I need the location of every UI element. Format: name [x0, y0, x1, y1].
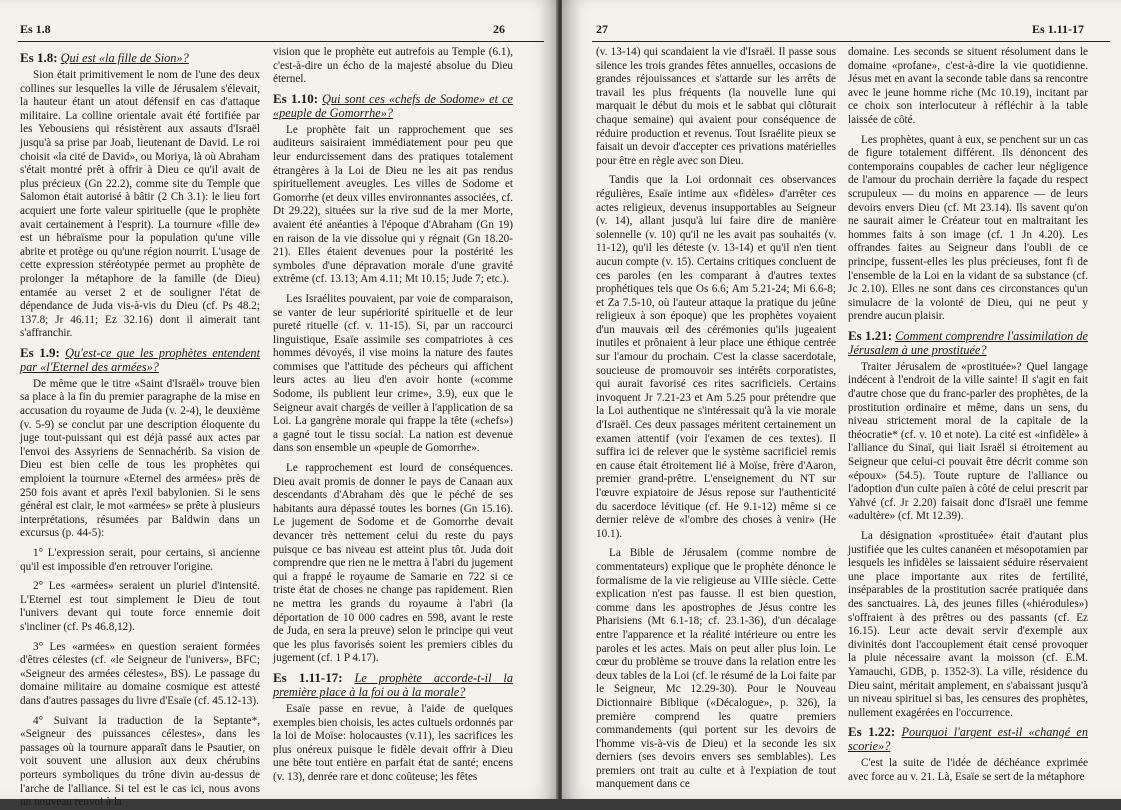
verse-reference: Es 1.11-17: [273, 669, 343, 685]
section-heading [848, 725, 1088, 753]
paragraph: (v. 13-14) qui scandaient la vie d'Israël. Il passe sous silence les trois grandes fêtes annuelles, occasions de grandes réjouissances et s'attarde sur les arrêts de travail les plus fréquents (la nouvelle lune qui marquait le début du mois et le sabbat qui clôturait chaque semaine) qui avaient pour conséquence de réduire production et revenus. Tout Israélite pieux se faisait un devoir d'accepter ces privations matérielles pour être en règle avec son Dieu. [596, 46, 836, 167]
section-heading [273, 92, 513, 120]
paragraph: 3° Les «armées» en question seraient formées d'êtres célestes (cf. «le Seigneur de l'univers», BFC; «Seigneur des armées célestes», BS). Le passage du domaine militaire au domaine cosmique est attesté dans d'autres passages du livre d'Esaïe (cf. 45.12-13). [20, 640, 260, 707]
paragraph: Esaïe passe en revue, à l'aide de quelques exemples bien choisis, les actes cultuels ordonnés par la loi de Moïse: holocaustes (v.11), les sacrifices les plus onéreux puisque le fidèle devait offrir à Dieu une bête tout entière en parfait état de santé; encens (v. 13), denrée rare et donc coûteuse; les fêtes [273, 702, 513, 783]
right-page-number: 27 [596, 22, 608, 36]
right-header-rule [592, 41, 1110, 42]
right-page [562, 0, 1121, 799]
left-header-rule [18, 41, 544, 42]
left-running-head: Es 1.8 [20, 22, 51, 36]
section-heading [20, 346, 260, 374]
paragraph: 1° L'expression serait, pour certains, si ancienne qu'il est impossible d'en retrouver l'origine. [20, 547, 260, 573]
left-page [0, 0, 558, 809]
paragraph: 4° Suivant la traduction de la Septante*, «Seigneur des puissances célestes», dans les passages où la tournure apparaît dans le Psautier, on voit souvent une allusion aux deux chérubins porteurs symboliques du trône divin au-dessus de l'arche de l'alliance. Si tel est le cas ici, nous avons un nouveau renvoi à la [20, 714, 260, 809]
left-column-1 [20, 46, 261, 809]
section-heading [273, 671, 513, 699]
paragraph: Sion était primitivement le nom de l'une des deux collines sur lesquelles la ville de Jérusalem s'élevait, la hauteur étant un atout défensif en cas d'attaque militaire. La colline orientale avait été fortifiée par les Yebousiens qui résistèrent aux assauts d'Israël jusqu'à sa prise par Joab, lieutenant de David. Le roi choisit «la cité de David», ou Moriya, là où Abraham s'était montré prêt à offrir à Dieu ce qu'il avait de plus précieux (Gn 22.2), comme site du Temple que Salomon était autorisé à bâtir (2 Ch 3.1): le lieu fort acquiert une forte valeur spirituelle (que le prophète avait certainement à l'esprit). La tournure «fille de» est un hébraïsme pour la population qu'une ville abrite et protège ou qu'une région nourrit. L'usage de cette expression stéréotypée permet au prophète de prolonger la métaphore de la famille (de Dieu) entamée au verset 2 et de souligner l'état de dépendance de Juda vis-à-vis du Dieu (cf. Ps 48.2; 137.8; Jr 46.11; Ez 32.16) dont il aimerait tant s'affranchir. [20, 69, 260, 340]
paragraph: La désignation «prostituée» était d'autant plus justifiée que les cultes cananéen et mésopotamien par lesquels les infidèles se laissaient séduire réservaient une place importante aux rites de fertilité, inséparables de la prostitution sacrée pratiquée dans des sanctuaires. Là, des jeunes filles («hiérodules») s'offraient à des prêtres ou des passants (cf. Ez 16.15). Leur acte devait servir d'exemple aux divinités dont l'accouplement était censé provoquer la pluie nécessaire avant la moisson (cf. E.M. Yamauchi, GDB, p. 1352-3). La ville, résidence du Dieu saint, méritait amplement, en s'abaissant jusqu'à un niveau spirituel si bas, les censures des prophètes, nullement exagérées en l'occurrence. [848, 530, 1088, 719]
section-question: Qui est «la fille de Sion»? [60, 51, 189, 65]
paragraph: domaine. Les seconds se situent résolument dans le domaine «profane», c'est-à-dire la vie quotidienne. Jésus met en avant la seconde table dans sa rencontre avec le jeune homme riche (Mc 10.19), incitant par ce choix son interlocuteur à réfléchir à la table laissée de côté. [848, 46, 1088, 126]
verse-reference: Es 1.9: [20, 344, 60, 360]
right-column-1 [596, 46, 836, 795]
verse-reference: Es 1.21: [848, 327, 893, 343]
paragraph: Tandis que la Loi ordonnait ces observances régulières, Esaïe intime aux «fidèles» d'arrêter ces actes religieux, devenus insupportables au Seigneur (v. 14), allant jusqu'à lui faire dire de manière solennelle (v. 10) qu'il ne les avait pas souhaités (v. 11-12), qu'il les déteste (v. 13-14) et qu'il n'en tient aucun compte (v. 15). Certains critiques concluent de ces paroles (en les comparant à d'autres textes prophétiques tels que Os 6.6; Am 5.21-24; Mi 6.6-8; et Za 7.5-10, où l'auteur attaque la pratique du jeûne religieux à son époque) que les prophètes voyaient d'un mauvais œil des cérémonies qu'ils jugeaient inutiles et prônaient à leur place une éthique centrée sur l'amour du prochain. C'est la classe sacerdotale, soucieuse de promouvoir ses intérêts corporatistes, qui aurait favorisé ces rites sacrificiels. Certains invoquent Jr 7.21-23 et Am 5.25 pour prétendre que la Loi authentique ne s'intéressait qu'à la vie morale d'Israël. Ces deux passages méritent certainement un examen attentif (voir l'examen de ces textes). Il suffira ici de relever que le système sacrificiel remis en cause était étroitement lié à Moïse, frère d'Aaron, premier grand-prêtre. L'enseignement du NT sur l'œuvre expiatoire de Jésus repose sur l'authenticité du sacerdoce lévitique (cf. He 9.1-12) même si ce dernier relève de «l'ombre des choses à venir» (He 10.1). [596, 174, 836, 540]
paragraph: De même que le titre «Saint d'Israël» trouve bien sa place à la fin du premier paragraphe de la mise en accusation du royaume de Juda (v. 2-4), le deuxième (v. 5-9) se conclut par une description éloquente du juge tout-puissant qui est déjà passé aux actes par l'envoi des Assyriens de Sennachérib. Sa vision de Dieu est bien celle de tous les prophètes qui emploient la tournure «Eternel des armées» près de 250 fois avant et après l'exil babylonien. Si le sens général est clair, le mot «armées» se prête à plusieurs interprétations, résumées par Baldwin dans un excursus (p. 44-5): [20, 377, 260, 540]
paragraph: Le prophète fait un rapprochement que ses auditeurs saisiraient immédiatement pour peu que leur endurcissement dans des pratiques totalement étrangères à la Loi de Dieu ne les ait pas rendus spirituellement aveugles. Les villes de Sodome et Gomorrhe (et deux villes environnantes associées, cf. Dt 29.22), situées sur la rive sud de la mer Morte, avaient été anéanties à l'époque d'Abraham (Gn 19) en raison de la vie dissolue qui y régnait (Gn 18.20-21). Elles étaient devenues pour la postérité les symboles d'une dépravation morale d'une gravité extrême (cf. 13.13; Am 4.11; Mt 10.15; Jude 7; etc.). [273, 123, 513, 286]
section-heading [20, 51, 260, 65]
left-page-number: 26 [493, 22, 505, 36]
section-question: Le prophète accorde-t-il la première place à la foi ou à la morale? [273, 670, 513, 699]
section-heading [848, 329, 1088, 357]
verse-reference: Es 1.8: [20, 50, 58, 65]
section-question: Pourquoi l'argent est-il «changé en scorie»? [848, 725, 1089, 754]
section-question: Qui sont ces «chefs de Sodome» et ce «peuple de Gomorrhe»? [273, 91, 514, 120]
paragraph: Traiter Jérusalem de «prostituée»? Quel langage indécent à l'endroit de la ville sainte! Il s'agit en fait d'autre chose que du franc-parler des prophètes, de la prostitution ordinaire et même, dans un sens, du niveau strictement moral de la capitale de la théocratie* (cf. v. 10 et note). La cité est «infidèle» à l'alliance du Sinaï, qui liait Israël si étroitement au Seigneur que celui-ci pouvait être décrit comme son «époux» (54.5). Toute rupture de l'alliance ou l'adoption d'un culte païen à côté de celui prescrit par Yahvé (cf. Jr 2.20) faisait donc d'Israël une femme «adultère» (cf. Mt 12.39). [848, 360, 1088, 523]
paragraph: La Bible de Jérusalem (comme nombre de commentateurs) explique que le prophète dénonce le formalisme de la vie religieuse au VIIIe siècle. Cette explication n'est pas fausse. Il est bien question, comme dans les apostrophes de Jésus contre les Pharisiens (Mt 6.1-18; cf. 23.1-36), d'un décalage entre l'apparence et la réalité intérieure ou entre les paroles et les actes. Mais on peut aller plus loin. Le cœur du problème se trouve dans la relation entre les deux tables de la Loi (cf. le résumé de la Loi faite par le Seigneur, Mc 12.29-30). Pour le Nouveau Dictionnaire Biblique («Décalogue», p. 326), la première comprend les quatre premiers commandements (qui portent sur les devoirs de l'homme vis-à-vis de Dieu) et la seconde les six derniers (ses devoirs envers ses semblables). Les premiers ont trait au culte et à l'expiation de tout manquement dans ce [596, 547, 836, 791]
section-question: Qu'est-ce que les prophètes entendent par «l'Eternel des armées»? [20, 345, 261, 374]
verse-reference: Es 1.10: [273, 90, 319, 106]
verse-reference: Es 1.22: [848, 724, 896, 740]
paragraph: vision que le prophète eut autrefois au Temple (6.1), c'est-à-dire un écho de la majesté absolue du Dieu éternel. [273, 46, 513, 86]
right-running-head: Es 1.11-17 [1032, 22, 1085, 36]
paragraph: Les Israélites pouvaient, par voie de comparaison, se vanter de leur supériorité spirituelle et de leur pureté rituelle (cf. v. 11-15). Si, par un raccourci linguistique, Esaïe assimile ses compatriotes à ces hommes dévoyés, il vise moins la nature des fautes commises que l'attitude des pécheurs qui affichent leurs actes au lieu d'en avoir honte («comme Sodome, ils publient leur crime», 3.9), eux que le Seigneur avait chargés de veiller à l'application de sa Loi. La gangrène morale qui frappe la tête («chefs») a gagné tout le tissu social. La nation est devenue dans son ensemble un «peuple de Gomorrhe». [273, 292, 513, 455]
paragraph: 2° Les «armées» seraient un pluriel d'intensité. L'Eternel est tout simplement le Dieu de tout l'univers devant qui toute force ennemie doit s'incliner (cf. Ps 46.8,12). [20, 580, 260, 633]
section-question: Comment comprendre l'assimilation de Jérusalem à une prostituée? [848, 328, 1088, 357]
paragraph: Les prophètes, quant à eux, se penchent sur un cas de figure totalement différent. Ils dénoncent des contemporains coupables de cacher leur négligence de l'amour du prochain derrière la façade du respect scrupuleux — du moins en apparence — de leurs devoirs envers Dieu (cf. Mt 23.14). Ils savent qu'on ne saurait aimer le Créateur tout en maltraitant les hommes faits à son image (cf. 1 Jn 4.20). Les offrandes faites au Seigneur dans l'oubli de ce principe, fussent-elles les plus précieuses, font fi de l'ensemble de la Loi en la vidant de sa substance (cf. Jc 2.10). Elles ne sont dans ces circonstances qu'un simulacre de la volonté de Dieu, qui ne peut y prendre aucun plaisir. [848, 133, 1088, 323]
right-column-2 [848, 46, 1088, 795]
paragraph: C'est la suite de l'idée de déchéance exprimée avec force au v. 21. Là, Esaïe se sert de la métaphore [848, 757, 1088, 783]
left-column-2 [273, 46, 513, 795]
paragraph: Le rapprochement est lourd de conséquences. Dieu avait promis de donner le pays de Canaan aux descendants d'Abraham dès que le péché de ses habitants aura dépassé toutes les bornes (Gn 15.16). Le jugement de Sodome et de Gomorrhe devait devancer très nettement celui du reste du pays puisque ce bas niveau est atteint plus tôt. Juda doit comprendre que rien ne le mettra à l'abri du jugement qui a frappé le royaume de Samarie en 722 si ce triste état de choses ne change pas rapidement. Rien ne mettra les grands du royaume à l'abri (la déportation de 10 000 cadres en 598, avant le reste de Juda, en sera la preuve) selon le principe qui veut que les plus favorisés soient les premiers cibles du jugement (cf. 1 P 4.17). [273, 462, 513, 665]
